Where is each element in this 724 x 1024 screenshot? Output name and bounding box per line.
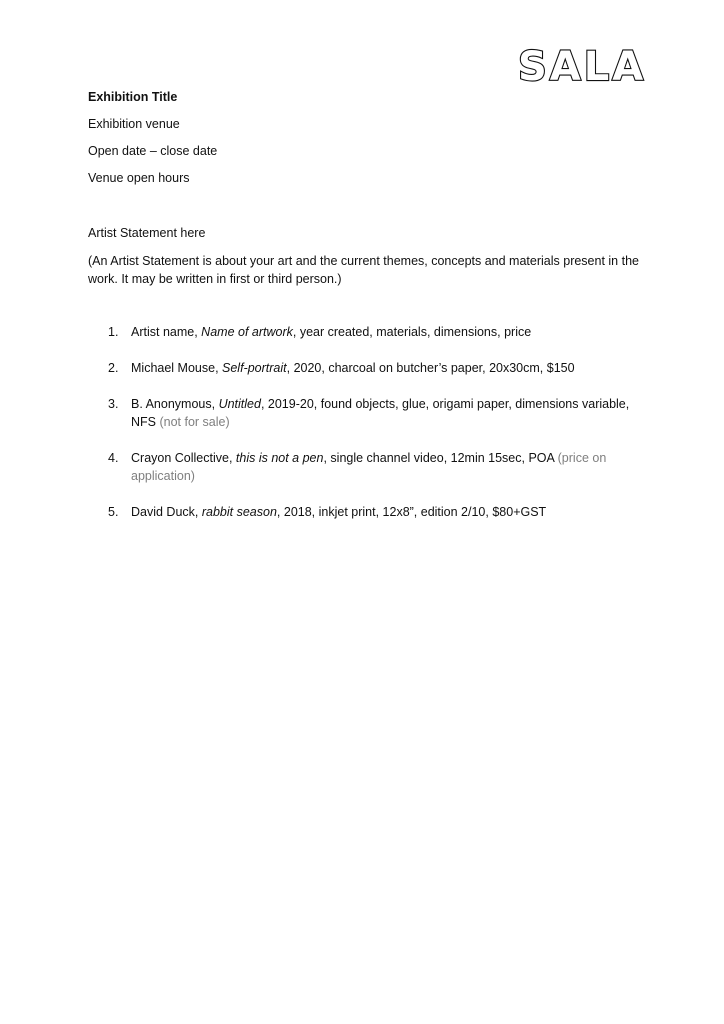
artwork-note: (not for sale) bbox=[159, 415, 230, 429]
artwork-details: , 2018, inkjet print, 12x8”, edition 2/10, $80+GST bbox=[276, 505, 547, 519]
artwork-list bbox=[108, 323, 648, 539]
artwork-number: 4. bbox=[108, 451, 119, 465]
artwork-details: , 2020, charcoal on butcher’s paper, 20x30cm, $150 bbox=[286, 361, 575, 375]
artist-statement-description: (An Artist Statement is about your art and the current themes, concepts and materials present in the work. It may be written in first or third person.) bbox=[88, 254, 639, 286]
artist-statement-heading: Artist Statement here bbox=[88, 226, 206, 240]
artwork-details: , single channel video, 12min 15sec, POA bbox=[323, 451, 558, 465]
artwork-item bbox=[108, 449, 648, 485]
artwork-title: Name of artwork bbox=[201, 325, 293, 339]
artwork-item bbox=[108, 323, 648, 341]
artwork-artist: B. Anonymous, bbox=[131, 397, 219, 411]
artwork-number: 1. bbox=[108, 325, 119, 339]
artwork-number: 5. bbox=[108, 505, 119, 519]
exhibition-title: Exhibition Title bbox=[88, 90, 178, 104]
artwork-title: Self-portrait bbox=[222, 361, 287, 375]
artwork-artist: Crayon Collective, bbox=[131, 451, 236, 465]
exhibition-venue: Exhibition venue bbox=[88, 117, 180, 131]
sala-logo-text: SALA bbox=[518, 44, 647, 86]
artwork-artist: David Duck, bbox=[131, 505, 202, 519]
artwork-item bbox=[108, 503, 648, 521]
artwork-artist: Michael Mouse, bbox=[131, 361, 223, 375]
artwork-title: rabbit season bbox=[201, 505, 277, 519]
artwork-title: Untitled bbox=[218, 397, 261, 411]
artwork-title: this is not a pen bbox=[235, 451, 324, 465]
artwork-note: (price on application) bbox=[131, 451, 607, 483]
exhibition-dates: Open date – close date bbox=[88, 144, 218, 158]
artwork-details: , 2019-20, found objects, glue, origami paper, dimensions variable, NFS bbox=[131, 397, 630, 429]
artwork-details: , year created, materials, dimensions, price bbox=[292, 325, 532, 339]
artwork-number: 2. bbox=[108, 361, 119, 375]
artwork-number: 3. bbox=[108, 397, 119, 411]
venue-hours: Venue open hours bbox=[88, 171, 190, 185]
artwork-item bbox=[108, 359, 648, 377]
artwork-item bbox=[108, 395, 648, 431]
sala-logo bbox=[516, 40, 666, 86]
artwork-artist: Artist name, bbox=[131, 325, 202, 339]
